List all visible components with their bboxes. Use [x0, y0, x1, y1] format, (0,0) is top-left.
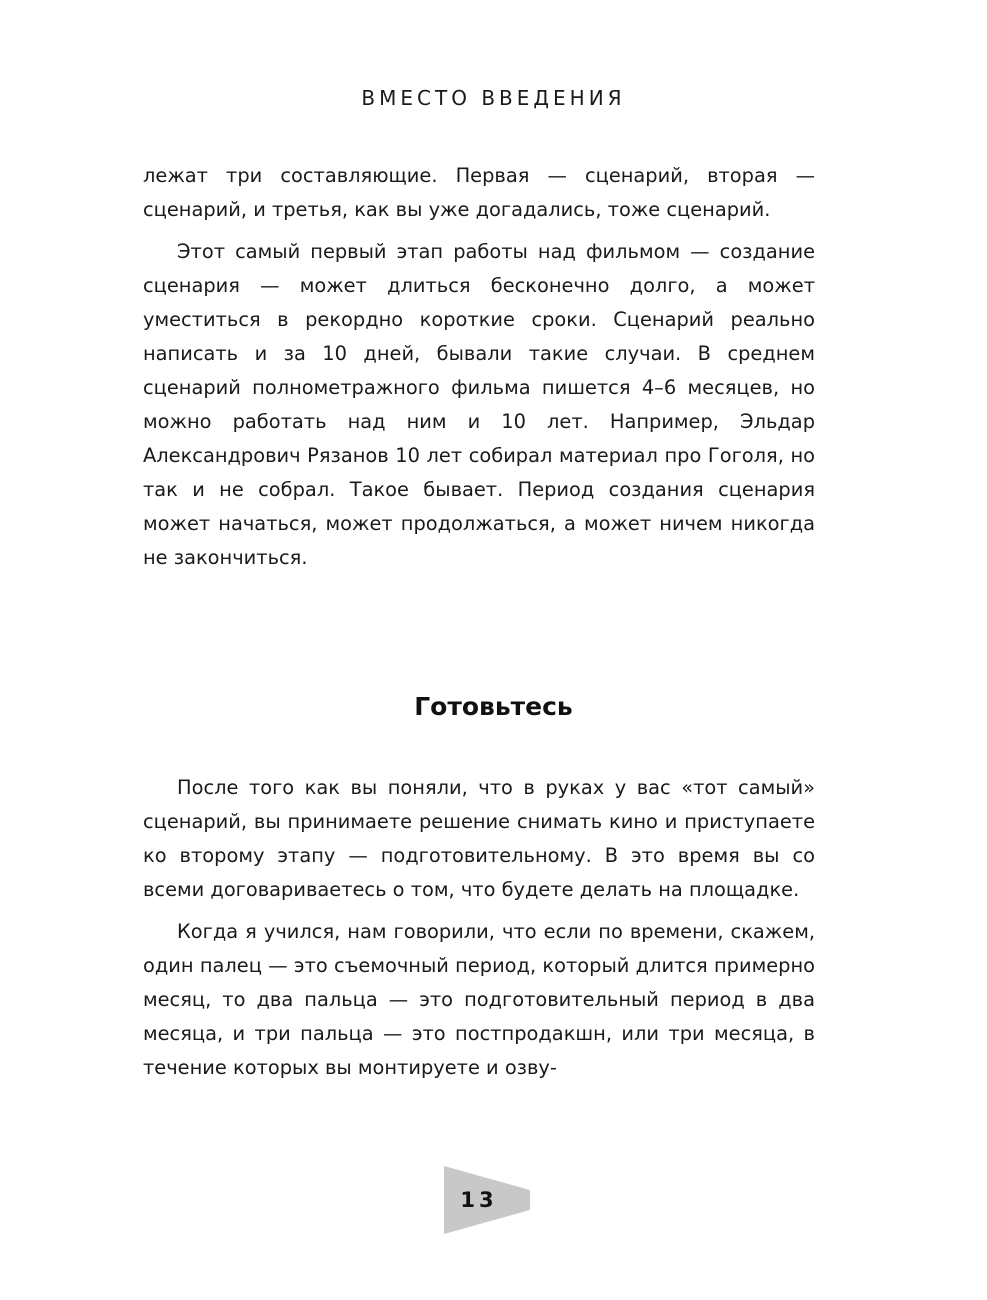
running-header: ВМЕСТО ВВЕДЕНИЯ — [361, 86, 626, 110]
page-number-tab — [444, 1166, 530, 1234]
paragraph-preparation-stage: После того как вы поняли, что в руках у вас «тот самый» сценарий, вы принимаете решение снимать кино и приступаете ко второму этапу — подготовительному. В это время вы со всеми договариваетесь о том, что будете делать на площадке. — [143, 776, 815, 901]
paragraph-continuation: лежат три составляющие. Первая — сценарий, вторая — сценарий, и третья, как вы уже догадались, тоже сценарий. — [143, 164, 815, 221]
paragraph-screenplay-stage: Этот самый первый этап работы над фильмом — создание сценария — может длиться бесконечно долго, а может уместиться в рекордно короткие сроки. Сценарий реально написать и за 10 дней, бывали такие случаи. В среднем сценарий полнометражного фильма пишется 4–6 месяцев, но можно работать над ним и 10 лет. Например, Эльдар Александрович Рязанов 10 лет собирал материал про Гоголя, но так и не собрал. Такое бывает. Период создания сценария может начаться, может продолжаться, а может ничем никогда не закончиться. — [143, 240, 815, 569]
body-text-top — [143, 159, 815, 583]
body-text-bottom — [143, 771, 815, 1093]
page-number: 13 — [460, 1188, 498, 1212]
section-heading: Готовьтесь — [414, 692, 573, 721]
paragraph-fingers-rule: Когда я учился, нам говорили, что если по времени, скажем, один палец — это съемочный период, который длится примерно месяц, то два пальца — это подготовительный период в два месяца, и три пальца — это постпродакшн, или три месяца, в течение которых вы монтируете и озву- — [143, 920, 815, 1079]
